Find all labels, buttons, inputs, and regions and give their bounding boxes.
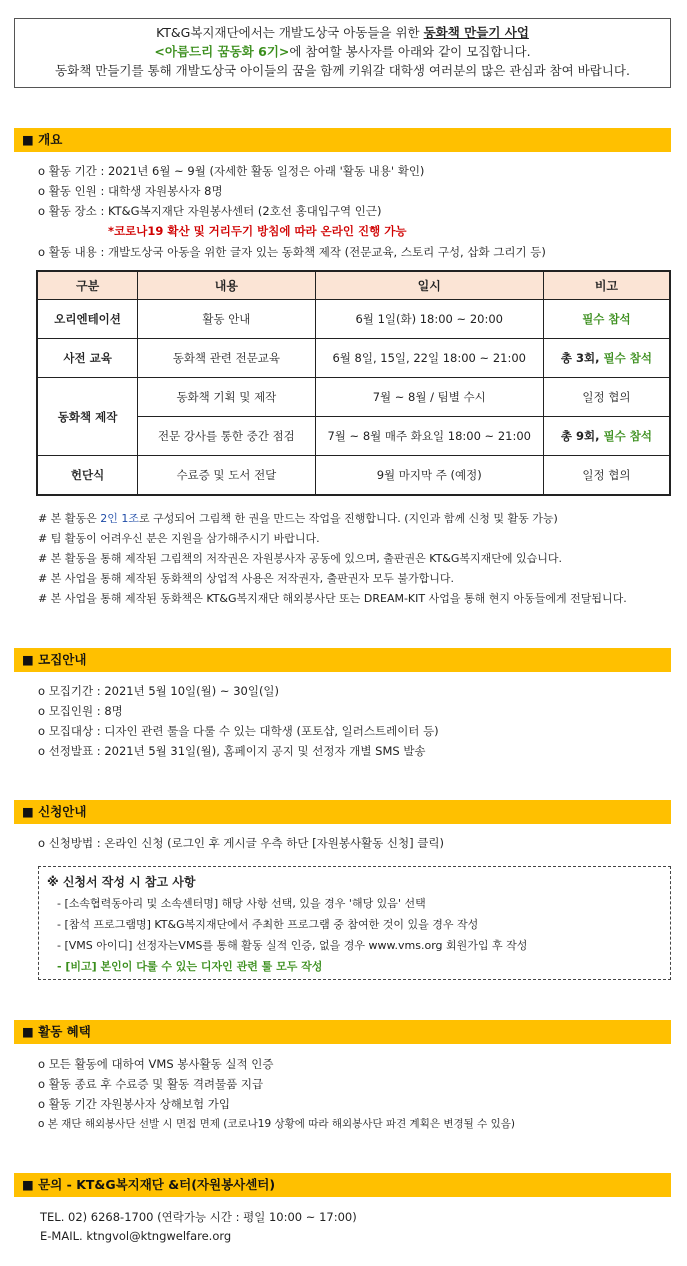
row-content: 수료증 및 도서 전달 [138,456,315,496]
contact-email[interactable]: E-MAIL. ktngvol@ktngwelfare.org [40,1229,232,1243]
note-count: 총 3회, [560,351,604,365]
table-row [37,378,670,417]
row-content: 활동 안내 [138,300,315,339]
table-header-row [37,271,670,300]
row-date: 9월 마지막 주 (예정) [315,456,543,496]
row-note [543,417,670,456]
table-row [37,339,670,378]
apply-note-item: - [소속협력동아리 및 소속센터명] 해당 사항 선택, 있을 경우 '해당 있음' 선택 [57,897,426,910]
row-date: 6월 8일, 15일, 22일 18:00 ~ 21:00 [315,339,543,378]
overview-period: o 활동 기간 : 2021년 6월 ~ 9월 (자세한 활동 일정은 아래 '활동 내용' 확인) [38,164,425,178]
note-3: # 본 활동을 통해 제작된 그림책의 저작권은 자원봉사자 공동에 있으며, 출판권은 KT&G복지재단에 있습니다. [38,552,563,565]
table-header: 내용 [138,271,315,300]
intro-line-3: 동화책 만들기를 통해 개발도상국 아이들의 꿈을 함께 키워갈 대학생 여러분의 많은 관심과 참여 바랍니다. [55,63,630,78]
covid-notice: *코로나19 확산 및 거리두기 방침에 따라 온라인 진행 가능 [108,224,407,238]
row-note: 필수 참석 [543,300,670,339]
row-note: 일정 협의 [543,456,670,496]
row-category: 오리엔테이션 [37,300,138,339]
table-row [37,300,670,339]
recruit-announce: o 선정발표 : 2021년 5월 31일(월), 홈페이지 공지 및 선정자 개별 SMS 발송 [38,744,426,758]
apply-notes-title: ※ 신청서 작성 시 참고 사항 [47,875,196,889]
note-1 [38,509,558,529]
section-header-recruit: ■ 모집안내 [14,648,671,672]
intro-line-1 [15,23,670,42]
intro-text: KT&G복지재단에서는 개발도상국 아동들을 위한 [156,25,424,40]
row-date: 7월 ~ 8월 / 팀별 수시 [315,378,543,417]
note-required: 필수 참석 [603,351,652,365]
intro-box [14,18,671,88]
apply-note-item: - [VMS 아이디] 선정자는VMS를 통해 활동 실적 인증, 없을 경우 www.vms.org 회원가입 후 작성 [57,939,528,952]
note-2: # 팀 활동이 어려우신 분은 지원을 삼가해주시기 바랍니다. [38,532,320,545]
benefit-item: o 모든 활동에 대하여 VMS 봉사활동 실적 인증 [38,1057,274,1071]
recruit-target: o 모집대상 : 디자인 관련 툴을 다룰 수 있는 대학생 (포토샵, 일러스트레이터 등) [38,724,439,738]
note-count: 총 9회, [560,429,604,443]
section-header-overview: ■ 개요 [14,128,671,152]
table-header: 비고 [543,271,670,300]
row-note [543,339,670,378]
row-date: 7월 ~ 8월 매주 화요일 18:00 ~ 21:00 [315,417,543,456]
overview-members: o 활동 인원 : 대학생 자원봉사자 8명 [38,184,223,198]
recruit-members: o 모집인원 : 8명 [38,704,123,718]
row-category: 동화책 제작 [37,378,138,456]
schedule-table [36,270,671,496]
row-category: 사전 교육 [37,339,138,378]
note-highlight: 2인 1조 [100,512,139,525]
benefit-item: o 본 재단 해외봉사단 선발 시 면접 면제 (코로나19 상황에 따라 해외봉사단 파견 계획은 변경될 수 있음) [38,1118,515,1130]
table-header: 일시 [315,271,543,300]
note-text: 로 구성되어 그림책 한 권을 만드는 작업을 진행합니다. (지인과 함께 신청 및 활동 가능) [138,512,558,525]
benefit-item: o 활동 종료 후 수료증 및 활동 격려물품 지급 [38,1077,264,1091]
apply-notes-box [38,866,671,980]
intro-highlight: 동화책 만들기 사업 [423,25,529,40]
note-text: # 본 활동은 [38,512,101,525]
section-header-benefits: ■ 활동 혜택 [14,1020,671,1044]
intro-line-2 [15,42,670,61]
recruit-period: o 모집기간 : 2021년 5월 10일(월) ~ 30일(일) [38,684,280,698]
row-date: 6월 1일(화) 18:00 ~ 20:00 [315,300,543,339]
apply-note-item: - [비고] 본인이 다룰 수 있는 디자인 관련 툴 모두 작성 [57,960,323,973]
apply-note-item: - [참석 프로그램명] KT&G복지재단에서 주최한 프로그램 중 참여한 것이 있을 경우 작성 [57,918,479,931]
overview-place: o 활동 장소 : KT&G복지재단 자원봉사센터 (2호선 홍대입구역 인근) [38,204,382,218]
row-content: 동화책 기획 및 제작 [138,378,315,417]
section-header-contact: ■ 문의 - KT&G복지재단 &터(자원봉사센터) [14,1173,671,1197]
section-header-apply: ■ 신청안내 [14,800,671,824]
table-header: 구분 [37,271,138,300]
row-category: 헌단식 [37,456,138,496]
note-4: # 본 사업을 통해 제작된 동화책의 상업적 사용은 저작권자, 출판권자 모두 불가합니다. [38,572,454,585]
row-note: 일정 협의 [543,378,670,417]
note-required: 필수 참석 [603,429,652,443]
row-content: 동화책 관련 전문교육 [138,339,315,378]
intro-text: 에 참여할 봉사자를 아래와 같이 모집합니다. [289,44,531,59]
note-5: # 본 사업을 통해 제작된 동화책은 KT&G복지재단 해외봉사단 또는 DREAM-KIT 사업을 통해 현지 아동들에게 전달됩니다. [38,592,627,605]
contact-tel: TEL. 02) 6268-1700 (연락가능 시간 : 평일 10:00 ~ 17:00) [40,1210,357,1224]
overview-content: o 활동 내용 : 개발도상국 아동을 위한 글자 있는 동화책 제작 (전문교육, 스토리 구성, 삽화 그리기 등) [38,245,546,259]
row-content: 전문 강사를 통한 중간 점검 [138,417,315,456]
apply-method: o 신청방법 : 온라인 신청 (로그인 후 게시글 우측 하단 [자원봉사활동 신청] 클릭) [38,836,444,850]
benefit-item: o 활동 기간 자원봉사자 상해보험 가입 [38,1097,230,1111]
program-name: <아름드리 꿈동화 6기> [154,44,290,59]
table-row [37,456,670,496]
